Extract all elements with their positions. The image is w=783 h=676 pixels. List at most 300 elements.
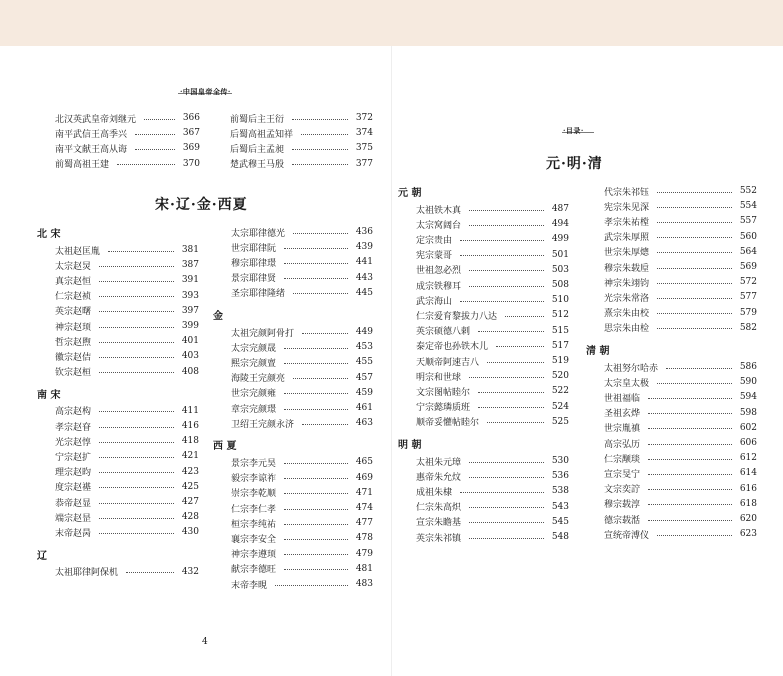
toc-entry[interactable] [231, 286, 373, 300]
dynasty-heading: 北 宋 [37, 229, 61, 240]
toc-entry[interactable] [231, 325, 373, 339]
toc-entry-page: 425 [181, 481, 199, 492]
dot-leader [657, 283, 732, 284]
toc-entry-name: 恭帝赵显 [55, 498, 92, 509]
toc-entry-page: 367 [182, 128, 200, 139]
toc-entry[interactable] [55, 349, 199, 363]
toc-entry[interactable] [231, 401, 373, 415]
toc-entry-name: 南平文献王高从诲 [55, 144, 128, 155]
toc-entry-page: 461 [355, 403, 373, 413]
toc-entry-name: 英宗赵曙 [55, 307, 92, 318]
toc-entry[interactable] [604, 199, 757, 213]
toc-entry[interactable] [416, 530, 569, 544]
dot-leader [284, 493, 348, 494]
toc-entry[interactable] [604, 406, 757, 420]
toc-entry[interactable] [231, 471, 373, 485]
toc-entry-page: 606 [739, 438, 757, 448]
toc-entry-page: 602 [739, 422, 757, 433]
toc-entry[interactable] [604, 321, 757, 335]
dot-leader [657, 298, 732, 299]
toc-entry[interactable] [231, 225, 373, 239]
toc-entry-page: 494 [551, 219, 569, 230]
toc-entry-name: 宣统帝溥仪 [604, 530, 650, 541]
toc-entry-page: 469 [355, 472, 373, 483]
dot-leader [99, 342, 174, 343]
dot-leader [284, 348, 348, 349]
dot-leader [478, 392, 544, 393]
dot-leader [648, 504, 732, 505]
toc-entry-page: 594 [739, 392, 757, 403]
toc-entry[interactable] [55, 365, 199, 379]
dot-leader [469, 270, 544, 271]
toc-entry[interactable] [604, 436, 757, 450]
toc-entry-page: 503 [551, 264, 569, 275]
toc-entry-page: 399 [181, 321, 199, 331]
toc-entry-name: 太祖朱元璋 [416, 457, 462, 468]
dot-leader [487, 422, 544, 423]
toc-entry-page: 459 [355, 387, 373, 398]
toc-entry-page: 427 [181, 497, 199, 507]
toc-entry[interactable] [231, 486, 373, 500]
toc-entry-page: 401 [181, 336, 199, 347]
toc-entry-page: 564 [739, 246, 757, 257]
toc-entry-name: 世宗完颜雍 [231, 389, 277, 400]
toc-entry-page: 586 [739, 362, 757, 372]
toc-entry[interactable] [416, 354, 569, 368]
toc-entry-name: 宣宗朱瞻基 [416, 518, 462, 529]
toc-entry[interactable] [231, 547, 373, 561]
toc-entry-name: 桓宗李纯祐 [231, 519, 277, 530]
dot-leader [301, 134, 348, 135]
toc-entry[interactable] [231, 255, 373, 269]
toc-entry-name: 前蜀后主王衍 [230, 114, 285, 125]
toc-entry[interactable] [231, 416, 373, 430]
toc-entry-page: 554 [739, 201, 757, 212]
toc-entry[interactable] [604, 260, 757, 274]
toc-entry-name: 穆宗朱载垕 [604, 263, 650, 274]
dot-leader [469, 477, 544, 478]
toc-entry-page: 387 [181, 260, 199, 271]
dot-leader [99, 296, 174, 297]
toc-entry-name: 天顺帝阿速吉八 [416, 357, 480, 368]
toc-entry[interactable] [55, 273, 199, 287]
dot-leader [284, 278, 348, 279]
page-number: 4 [202, 637, 208, 647]
toc-entry[interactable] [416, 293, 569, 307]
toc-entry-page: 381 [181, 245, 199, 255]
toc-entry-page: 366 [182, 113, 200, 123]
toc-entry-name: 仁宗朱高炽 [416, 503, 462, 514]
dot-leader [469, 538, 544, 539]
dynasty-heading: 金 [213, 311, 223, 322]
dot-leader [126, 572, 174, 573]
dot-leader [657, 252, 732, 253]
toc-entry[interactable] [230, 141, 373, 155]
toc-entry-name: 文宗奕詝 [604, 485, 641, 496]
toc-entry-name: 明宗和世球 [416, 372, 462, 383]
toc-entry-page: 487 [551, 204, 569, 214]
toc-entry[interactable] [604, 360, 757, 374]
dot-leader [284, 539, 348, 540]
dot-leader [284, 363, 348, 364]
toc-entry[interactable] [231, 355, 373, 369]
toc-entry[interactable] [231, 371, 373, 385]
toc-entry[interactable] [55, 510, 199, 524]
dot-leader [648, 428, 732, 429]
toc-entry[interactable] [416, 308, 569, 322]
toc-entry-name: 末帝赵昺 [55, 528, 92, 539]
right-page-header: ·目录· [563, 126, 584, 135]
toc-entry-page: 423 [181, 466, 199, 477]
toc-entry[interactable] [604, 390, 757, 404]
dot-leader [99, 503, 174, 504]
dot-leader [99, 372, 174, 373]
toc-entry-page: 477 [355, 518, 373, 529]
dot-leader [657, 313, 732, 314]
toc-entry-page: 569 [739, 262, 757, 272]
dot-leader [135, 149, 175, 150]
toc-entry-page: 620 [739, 514, 757, 524]
section-title-yuan-ming-qing: 元·明·清 [546, 156, 603, 172]
dot-leader [460, 240, 544, 241]
toc-entry-name: 孝宗朱祐樘 [604, 217, 650, 228]
toc-entry[interactable] [231, 340, 373, 354]
toc-entry-name: 熙宗完颜亶 [231, 358, 277, 369]
toc-entry[interactable] [416, 415, 569, 429]
dot-leader [99, 533, 174, 534]
toc-entry[interactable] [604, 290, 757, 304]
toc-entry[interactable] [231, 240, 373, 254]
toc-entry-page: 463 [355, 418, 373, 429]
toc-entry-name: 穆宗载淳 [604, 500, 641, 511]
dot-leader [284, 463, 348, 464]
toc-entry-name: 成宗铁穆耳 [416, 281, 462, 292]
toc-entry-page: 579 [739, 307, 757, 318]
toc-entry[interactable] [604, 214, 757, 228]
dot-leader [460, 301, 544, 302]
dot-leader [469, 286, 544, 287]
toc-entry[interactable] [231, 577, 373, 591]
toc-entry-name: 世祖忽必烈 [416, 266, 462, 277]
dot-leader [648, 398, 732, 399]
toc-entry[interactable] [230, 111, 373, 125]
toc-entry-page: 408 [181, 366, 199, 377]
toc-entry[interactable] [604, 306, 757, 320]
toc-entry-name: 太宗耶律德光 [231, 228, 286, 239]
toc-entry[interactable] [55, 243, 199, 257]
toc-entry-name: 末帝李晛 [231, 580, 268, 591]
toc-entry-page: 501 [551, 249, 569, 260]
toc-entry[interactable] [230, 157, 373, 171]
dot-leader [505, 316, 544, 317]
toc-entry-page: 411 [181, 405, 199, 416]
toc-entry-name: 代宗朱祁钰 [604, 187, 650, 198]
book-spine [391, 46, 392, 676]
toc-entry-page: 543 [551, 501, 569, 512]
dot-leader [99, 487, 174, 488]
toc-entry-page: 370 [182, 158, 200, 169]
toc-entry-page: 538 [551, 486, 569, 497]
toc-entry-name: 襄宗李安全 [231, 534, 277, 545]
toc-entry-page: 530 [551, 456, 569, 466]
toc-entry-name: 英宗朱祁镇 [416, 533, 462, 544]
toc-entry-page: 548 [551, 532, 569, 542]
toc-entry-name: 太祖赵匡胤 [55, 246, 101, 257]
toc-entry-name: 毅宗李谅祚 [231, 474, 277, 485]
dot-leader [469, 507, 544, 508]
dot-leader [99, 411, 174, 412]
toc-entry-name: 后蜀高祖孟知祥 [230, 129, 294, 140]
toc-entry-page: 515 [551, 325, 569, 336]
toc-entry[interactable] [416, 278, 569, 292]
toc-entry[interactable] [231, 531, 373, 545]
toc-entry[interactable] [416, 202, 569, 216]
dot-leader [292, 149, 348, 150]
toc-entry-page: 614 [739, 468, 757, 479]
toc-entry-page: 471 [355, 487, 373, 498]
toc-entry-page: 623 [739, 529, 757, 540]
toc-entry[interactable] [55, 111, 200, 125]
toc-entry-name: 献宗李德旺 [231, 565, 277, 576]
toc-entry[interactable] [231, 386, 373, 400]
dot-leader [99, 427, 174, 428]
toc-entry[interactable] [231, 271, 373, 285]
toc-entry[interactable] [55, 495, 199, 509]
dot-leader [657, 268, 732, 269]
toc-entry-name: 仁宗赵祯 [55, 292, 92, 303]
toc-entry-page: 421 [181, 451, 199, 462]
dot-leader [99, 442, 174, 443]
toc-entry-page: 481 [355, 563, 373, 574]
toc-entry-name: 圣祖玄烨 [604, 409, 641, 420]
toc-entry[interactable] [55, 141, 200, 155]
toc-entry-name: 穆宗耶律璟 [231, 258, 277, 269]
toc-entry-page: 369 [182, 143, 200, 154]
toc-entry[interactable] [55, 449, 199, 463]
dot-leader [460, 255, 544, 256]
toc-entry-page: 572 [739, 277, 757, 288]
section-title-song-liao-jin-xixia: 宋·辽·金·西夏 [155, 197, 248, 213]
toc-entry-page: 436 [355, 227, 373, 237]
toc-entry[interactable] [55, 465, 199, 479]
toc-entry-page: 510 [551, 295, 569, 306]
dot-leader [478, 331, 544, 332]
dot-leader [99, 518, 174, 519]
toc-entry-page: 479 [355, 548, 373, 559]
toc-entry-name: 神宗赵顼 [55, 322, 92, 333]
toc-entry-name: 世宗胤禛 [604, 424, 641, 435]
dot-leader [666, 368, 732, 369]
dot-leader [469, 225, 544, 226]
toc-entry[interactable] [416, 232, 569, 246]
toc-entry-page: 582 [739, 322, 757, 333]
toc-entry-name: 端宗赵昰 [55, 513, 92, 524]
dot-leader [117, 164, 175, 165]
toc-entry[interactable] [55, 404, 199, 418]
toc-entry[interactable] [604, 512, 757, 526]
toc-entry[interactable] [231, 516, 373, 530]
toc-entry[interactable] [416, 454, 569, 468]
toc-entry[interactable] [416, 339, 569, 353]
dot-leader [284, 263, 348, 264]
toc-entry[interactable] [416, 469, 569, 483]
toc-entry[interactable] [55, 565, 199, 579]
toc-entry-page: 519 [551, 356, 569, 366]
toc-entry-name: 宪宗朱见深 [604, 202, 650, 213]
dynasty-heading: 元 朝 [398, 188, 422, 199]
toc-entry[interactable] [604, 451, 757, 465]
dynasty-heading: 南 宋 [37, 389, 61, 401]
toc-entry-name: 理宗赵昀 [55, 468, 92, 479]
toc-entry-page: 598 [739, 407, 757, 418]
dot-leader [293, 233, 348, 234]
dot-leader [648, 444, 732, 445]
dot-leader [469, 462, 544, 463]
toc-entry-name: 前蜀高祖王建 [55, 160, 110, 171]
toc-entry-page: 416 [181, 421, 199, 431]
toc-entry-name: 真宗赵恒 [55, 276, 92, 287]
toc-entry-page: 428 [181, 512, 199, 523]
toc-entry[interactable] [604, 275, 757, 289]
toc-entry[interactable] [416, 217, 569, 231]
dot-leader [292, 164, 348, 165]
toc-entry-name: 孝宗赵眘 [55, 422, 92, 433]
toc-entry[interactable] [416, 369, 569, 383]
toc-entry-name: 太宗窝阔台 [416, 220, 462, 231]
toc-entry-name: 章宗完颜璟 [231, 404, 277, 415]
toc-entry-page: 616 [739, 483, 757, 494]
toc-entry-name: 英宗硕德八剌 [416, 327, 471, 338]
toc-entry-page: 465 [355, 457, 373, 468]
toc-entry[interactable] [55, 157, 200, 171]
toc-entry[interactable] [416, 400, 569, 414]
toc-entry-name: 钦宗赵桓 [55, 368, 92, 379]
dot-leader [293, 293, 348, 294]
toc-entry-page: 508 [551, 280, 569, 290]
toc-entry[interactable] [55, 319, 199, 333]
dot-leader [293, 378, 348, 379]
toc-entry-name: 世宗耶律阮 [231, 243, 277, 254]
dot-leader [657, 192, 732, 193]
dot-leader [302, 333, 348, 334]
dot-leader [657, 207, 732, 208]
toc-entry[interactable] [231, 562, 373, 576]
toc-entry-page: 612 [739, 453, 757, 464]
toc-entry-name: 景宗耶律贤 [231, 274, 277, 285]
toc-entry[interactable] [416, 263, 569, 277]
toc-entry[interactable] [604, 482, 757, 496]
toc-entry[interactable] [604, 421, 757, 435]
dot-leader [478, 407, 544, 408]
toc-entry-page: 432 [181, 566, 199, 577]
toc-entry[interactable] [416, 515, 569, 529]
toc-entry[interactable] [55, 304, 199, 318]
toc-entry[interactable] [55, 525, 199, 539]
toc-entry[interactable] [416, 384, 569, 398]
toc-entry-page: 393 [181, 290, 199, 301]
toc-entry-name: 卫绍王完颜永济 [231, 419, 295, 430]
toc-entry-page: 483 [355, 579, 373, 589]
toc-entry[interactable] [55, 126, 200, 140]
toc-entry-page: 457 [355, 372, 373, 383]
toc-entry-name: 后蜀后主孟昶 [230, 144, 285, 155]
toc-entry[interactable] [230, 126, 373, 140]
dot-leader [460, 492, 544, 493]
toc-entry-page: 557 [739, 216, 757, 227]
toc-entry-name: 光宗朱常洛 [604, 293, 650, 304]
toc-entry-name: 泰定帝也孙铁木儿 [416, 342, 489, 353]
dot-leader [648, 489, 732, 490]
toc-entry-page: 443 [355, 272, 373, 283]
toc-entry[interactable] [55, 434, 199, 448]
toc-entry-page: 512 [551, 310, 569, 321]
toc-entry[interactable] [604, 184, 757, 198]
toc-entry[interactable] [55, 258, 199, 272]
toc-entry[interactable] [416, 324, 569, 338]
toc-entry[interactable] [231, 455, 373, 469]
dot-leader [135, 134, 175, 135]
left-page-header: ·中国皇帝全传· [180, 87, 231, 96]
toc-entry-name: 宁宗懿璘质班 [416, 403, 471, 414]
toc-entry[interactable] [55, 334, 199, 348]
dynasty-heading: 明 朝 [398, 440, 422, 451]
toc-entry[interactable] [604, 245, 757, 259]
toc-entry[interactable] [604, 466, 757, 480]
toc-entry-name: 熹宗朱由校 [604, 309, 650, 320]
dot-leader [144, 119, 175, 120]
toc-entry-page: 536 [551, 471, 569, 482]
dot-leader [284, 409, 348, 410]
toc-entry[interactable] [604, 527, 757, 541]
dot-leader [99, 266, 174, 267]
toc-entry[interactable] [231, 501, 373, 515]
toc-entry-page: 577 [739, 292, 757, 303]
toc-entry-name: 神宗朱翊钧 [604, 278, 650, 289]
toc-entry-name: 度宗赵禥 [55, 483, 92, 494]
toc-entry[interactable] [604, 375, 757, 389]
dot-leader [284, 554, 348, 555]
toc-entry-name: 顺帝妥懽帖睦尔 [416, 418, 480, 429]
dot-leader [284, 524, 348, 525]
toc-entry[interactable] [416, 484, 569, 498]
toc-entry[interactable] [55, 419, 199, 433]
toc-entry[interactable] [416, 248, 569, 262]
dynasty-heading: 清 朝 [586, 346, 610, 357]
dot-leader [648, 413, 732, 414]
toc-entry-name: 仁宗爱育黎拔力八达 [416, 311, 498, 322]
toc-entry-name: 景宗李元昊 [231, 458, 277, 469]
toc-entry[interactable] [55, 480, 199, 494]
toc-entry-page: 374 [355, 128, 373, 139]
dot-leader [496, 346, 544, 347]
toc-entry-page: 377 [355, 158, 373, 169]
toc-entry[interactable] [416, 500, 569, 514]
toc-entry-name: 太宗完颜晟 [231, 343, 277, 354]
toc-entry-page: 474 [355, 503, 373, 513]
toc-entry[interactable] [604, 497, 757, 511]
toc-entry[interactable] [55, 289, 199, 303]
toc-entry-page: 560 [739, 231, 757, 242]
toc-entry-page: 520 [551, 371, 569, 382]
toc-entry-name: 仁宗李仁孝 [231, 504, 277, 515]
top-band [0, 0, 783, 46]
dot-leader [648, 474, 732, 475]
toc-entry-page: 524 [551, 401, 569, 412]
toc-entry-name: 武宗海山 [416, 296, 453, 307]
toc-entry[interactable] [604, 230, 757, 244]
dot-leader [648, 520, 732, 521]
toc-entry-page: 455 [355, 357, 373, 368]
